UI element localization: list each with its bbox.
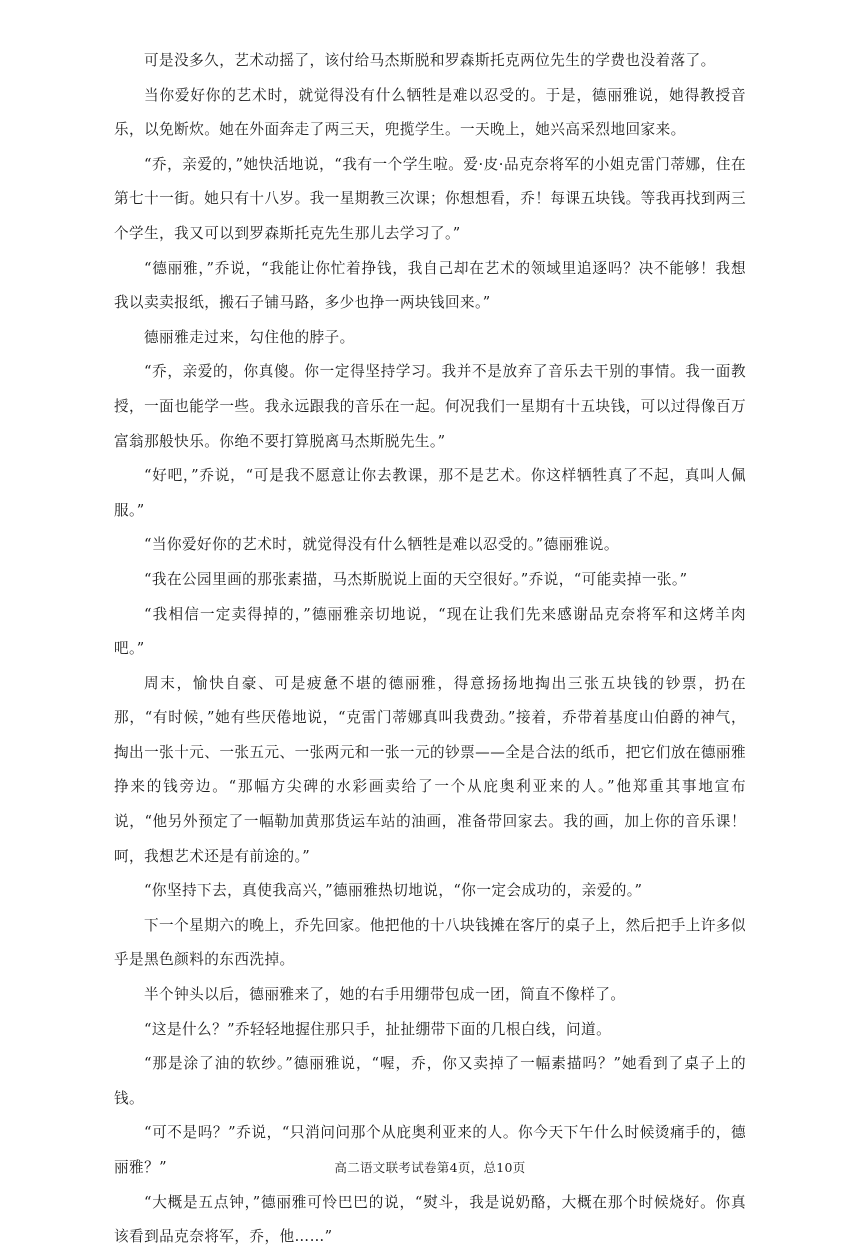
page-footer: 高二语文联考试卷第4页，总10页 [334, 1160, 526, 1175]
paragraph: “我相信一定卖得掉的，”德丽雅亲切地说，“现在让我们先来感谢品克奈将军和这烤羊肉吧。” [114, 605, 746, 658]
paragraph: “可不是吗？”乔说，“只消问问那个从庇奥利亚来的人。你今天下午什么时候烫痛手的，德丽雅？” [114, 1124, 746, 1176]
paragraph: “德丽雅，”乔说，“我能让你忙着挣钱，我自己却在艺术的领域里追逐吗？决不能够！我想我以卖卖报纸，搬石子铺马路，多少也挣一两块钱回来。” [114, 259, 746, 312]
paragraph: “好吧，”乔说，“可是我不愿意让你去教课，那不是艺术。你这样牺牲真了不起，真叫人佩服。” [114, 467, 746, 519]
paragraph: “那是涂了油的软纱。”德丽雅说，“喔，乔，你又卖掉了一幅素描吗？”她看到了桌子上的钱。 [114, 1055, 746, 1107]
paragraph: “大概是五点钟，”德丽雅可怜巴巴的说，“熨斗，我是说奶酪，大概在那个时候烧好。你真该看到品克奈将军，乔，他……” [114, 1193, 746, 1246]
paragraph: 半个钟头以后，德丽雅来了，她的右手用绷带包成一团，简直不像样了。 [144, 986, 626, 1004]
paragraph: 当你爱好你的艺术时，就觉得没有什么牺牲是难以忍受的。于是，德丽雅说，她得教授音乐，以免断炊。她在外面奔走了两三天，兜揽学生。一天晚上，她兴高采烈地回家来。 [114, 86, 746, 139]
paragraph: “我在公园里画的那张素描，马杰斯脱说上面的天空很好。”乔说，“可能卖掉一张。” [144, 570, 688, 588]
paragraph: “这是什么？”乔轻轻地握住那只手，扯扯绷带下面的几根白线，问道。 [144, 1020, 612, 1038]
paragraph: 周末，愉快自豪、可是疲惫不堪的德丽雅，得意扬扬地掏出三张五块钱的钞票，扔在那，“有时候，”她有些厌倦地说，“克雷门蒂娜真叫我费劲。”接着，乔带着基度山伯爵的神气，掏出一张十元、一张五元、一张两元和一张一元的钞票——全是合法的纸币，把它们放在德丽雅挣来的钱旁边。“那幅方尖碑的水彩画卖给了一个从庇奥利亚来的人。”他郑重其事地宣布说，“他另外预定了一幅勒加黄那货运车站的油画，准备带回家去。我的画，加上你的音乐课！呵，我想艺术还是有前途的。” [114, 674, 746, 865]
paragraph: “乔，亲爱的，”她快活地说，“我有一个学生啦。爱·皮·品克奈将军的小姐克雷门蒂娜，住在第七十一街。她只有十八岁。我一星期教三次课；你想想看，乔！每课五块钱。等我再找到两三个学生，我又可以到罗森斯托克先生那儿去学习了。” [114, 155, 746, 242]
paragraph: 可是没多久，艺术动摇了，该付给马杰斯脱和罗森斯托克两位先生的学费也没着落了。 [144, 52, 716, 69]
paragraph: “当你爱好你的艺术时，就觉得没有什么牺牲是难以忍受的。”德丽雅说。 [144, 536, 619, 554]
document-body [114, 44, 746, 1255]
paragraph: “你坚持下去，真使我高兴，”德丽雅热切地说，“你一定会成功的，亲爱的。” [144, 882, 643, 900]
paragraph: 下一个星期六的晚上，乔先回家。他把他的十八块钱摊在客厅的桌子上，然后把手上许多似乎是黑色颜料的东西洗掉。 [114, 916, 746, 969]
paragraph: 德丽雅走过来，勾住他的脖子。 [144, 328, 355, 346]
paragraph: “乔，亲爱的，你真傻。你一定得坚持学习。我并不是放弃了音乐去干别的事情。我一面教授，一面也能学一些。我永远跟我的音乐在一起。何况我们一星期有十五块钱，可以过得像百万富翁那般快乐。你绝不要打算脱离马杰斯脱先生。” [114, 363, 746, 450]
